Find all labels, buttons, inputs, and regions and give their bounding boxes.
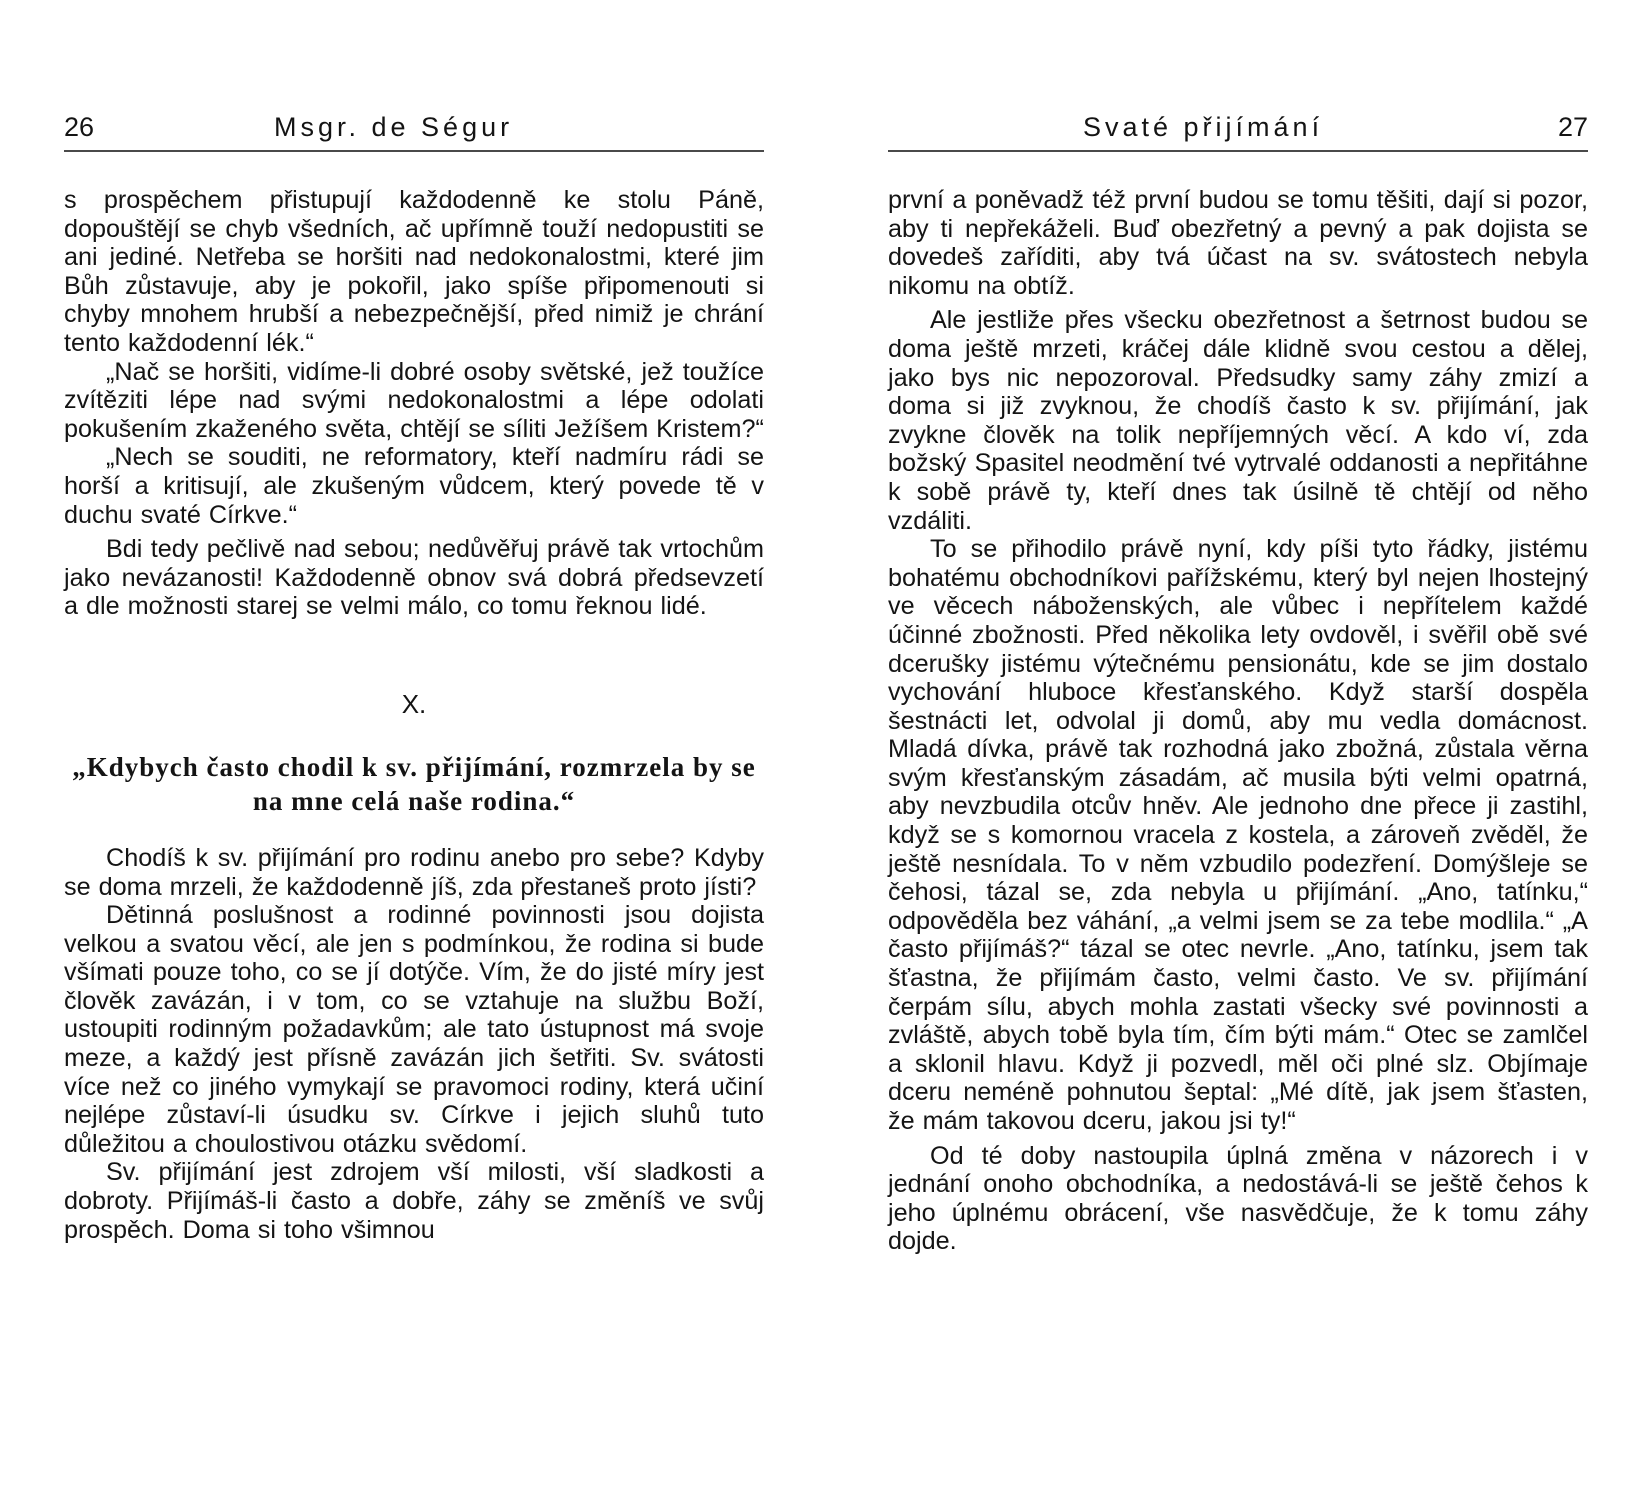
page-number: 27 <box>1557 112 1588 142</box>
running-head: Svaté přijímání <box>1083 112 1324 142</box>
paragraph: Bdi tedy pečlivě nad sebou; nedůvěřuj právě tak vrtochům jako nevázanosti! Každodenně obnov svá dobrá předsevzetí a dle možnosti starej se velmi málo, co tomu řeknou lidé. <box>64 535 764 621</box>
paragraph: první a poněvadž též první budou se tomu těšiti, dají si pozor, aby ti nepřekáželi. Buď obezřetný a pevný a pak dojista se dovedeš zaříditi, aby tvá účast na sv. svátostech nebyla nikomu na obtíž. <box>888 186 1588 300</box>
page-body <box>64 186 764 1244</box>
right-page <box>888 0 1588 1500</box>
page-number: 26 <box>64 112 95 142</box>
running-head: Msgr. de Ségur <box>274 112 514 142</box>
paragraph: Dětinná poslušnost a rodinné povinnosti jsou dojista velkou a svatou věcí, ale jen s podmínkou, že rodina si bude všímati pouze toho, co se jí dotýče. Vím, že do jisté míry jest člověk zavázán, i v tom, co se vztahuje na službu Boží, ustoupiti rodinným požadavkům; ale tato ústupnost má svoje meze, a každý jest přísně zavázán jich šetřiti. Sv. svátosti více než co jiného vymykají se pravomoci rodiny, která učiní nejlépe zůstaví-li úsudku sv. Církve i jejich sluhů tuto důležitou a choulostivou otázku svědomí. <box>64 901 764 1158</box>
paragraph: Sv. přijímání jest zdrojem vší milosti, vší sladkosti a dobroty. Přijímáš-li často a dobře, záhy se změníš ve svůj prospěch. Doma si toho všimnou <box>64 1158 764 1244</box>
left-page <box>64 0 764 1500</box>
page-body <box>888 186 1588 1256</box>
chapter-heading: „Kdybych často chodil k sv. přijímání, rozmrzela by se na mne celá naše rodina.“ <box>72 751 756 816</box>
page-header <box>64 104 764 144</box>
chapter-number: X. <box>401 688 427 719</box>
page-header <box>888 104 1588 144</box>
header-rule <box>64 150 764 152</box>
paragraph: s prospěchem přistupují každodenně ke stolu Páně, dopouštějí se chyb všedních, ač upřímně touží nedopustiti se ani jediné. Netřeba se horšiti nad nedokonalostmi, které jim Bůh zůstavuje, aby je pokořil, jako spíše připomenouti si chyby mnohem hrubší a nebezpečnější, před nimiž je chrání tento každodenní lék.“ <box>64 186 764 357</box>
paragraph: „Nač se horšiti, vidíme-li dobré osoby světské, jež toužíce zvítěziti lépe nad svými nedokonalostmi a lépe odolati pokušením zkaženého světa, chtějí se síliti Ježíšem Kristem?“ <box>64 357 764 443</box>
paragraph: „Nech se souditi, ne reformatory, kteří nadmíru rádi se horší a kritisují, ale zkušeným vůdcem, který povede tě v duchu svaté Církve.“ <box>64 443 764 529</box>
paragraph: To se přihodilo právě nyní, kdy píši tyto řádky, jistému bohatému obchodníkovi pařížskému, který byl nejen lhostejný ve věcech náboženských, ale vůbec i nepřítelem každé účinné zbožnosti. Před několika lety ovdověl, i svěřil obě své dcerušky jistému výtečnému pensionátu, kde se jim dostalo vychování hluboce křesťanského. Když starší dospěla šestnácti let, odvolal ji domů, aby mu vedla domácnost. Mladá dívka, právě tak rozhodná jako zbožná, zůstala věrna svým křesťanským zásadám, ač musila býti velmi opatrná, aby nevzbudila otcův hněv. Ale jednoho dne přece ji zastihl, když se s komornou vracela z kostela, a zároveň zvěděl, že ještě nesnídala. To v něm vzbudilo podezření. Domýšleje se čehosi, tázal se, zda nebyla u přijímání. „Ano, tatínku,“ odpověděla bez váhání, „a velmi jsem se za tebe modlila.“ „A často přijímáš?“ tázal se otec nevrle. „Ano, tatínku, jsem tak šťastna, že přijímám často, velmi často. Ve sv. přijímání čerpám sílu, abych mohla zastati všecky své povinnosti a zvláště, abych tobě byla tím, čím býti mám.“ Otec se zamlčel a sklonil hlavu. Když ji pozvedl, měl oči plné slz. Objímaje dceru neméně pohnutou šeptal: „Mé dítě, jak jsem šťasten, že mám takovou dceru, jakou jsi ty!“ <box>888 535 1588 1135</box>
paragraph: Chodíš k sv. přijímání pro rodinu anebo pro sebe? Kdyby se doma mrzeli, že každodenně jíš, zda přestaneš proto jísti? <box>64 843 764 901</box>
paragraph: Od té doby nastoupila úplná změna v názorech i v jednání onoho obchodníka, a nedostává-li se ještě čehos k jeho úplnému obrácení, vše nasvědčuje, že k tomu záhy dojde. <box>888 1141 1588 1256</box>
header-rule <box>888 150 1588 152</box>
paragraph: Ale jestliže přes všecku obezřetnost a šetrnost budou se doma ještě mrzeti, kráčej dále klidně svou cestou a dělej, jako bys nic nepozoroval. Předsudky samy záhy zmizí a doma si již zvyknou, že chodíš často k sv. přijímání, jak zvykne člověk na tolik nepříjemných věcí. A kdo ví, zda božský Spasitel neodmění tvé vytrvalé oddanosti a nepřitáhne k sobě právě ty, kteří dnes tak úsilně tě chtějí od něho vzdáliti. <box>888 306 1588 535</box>
